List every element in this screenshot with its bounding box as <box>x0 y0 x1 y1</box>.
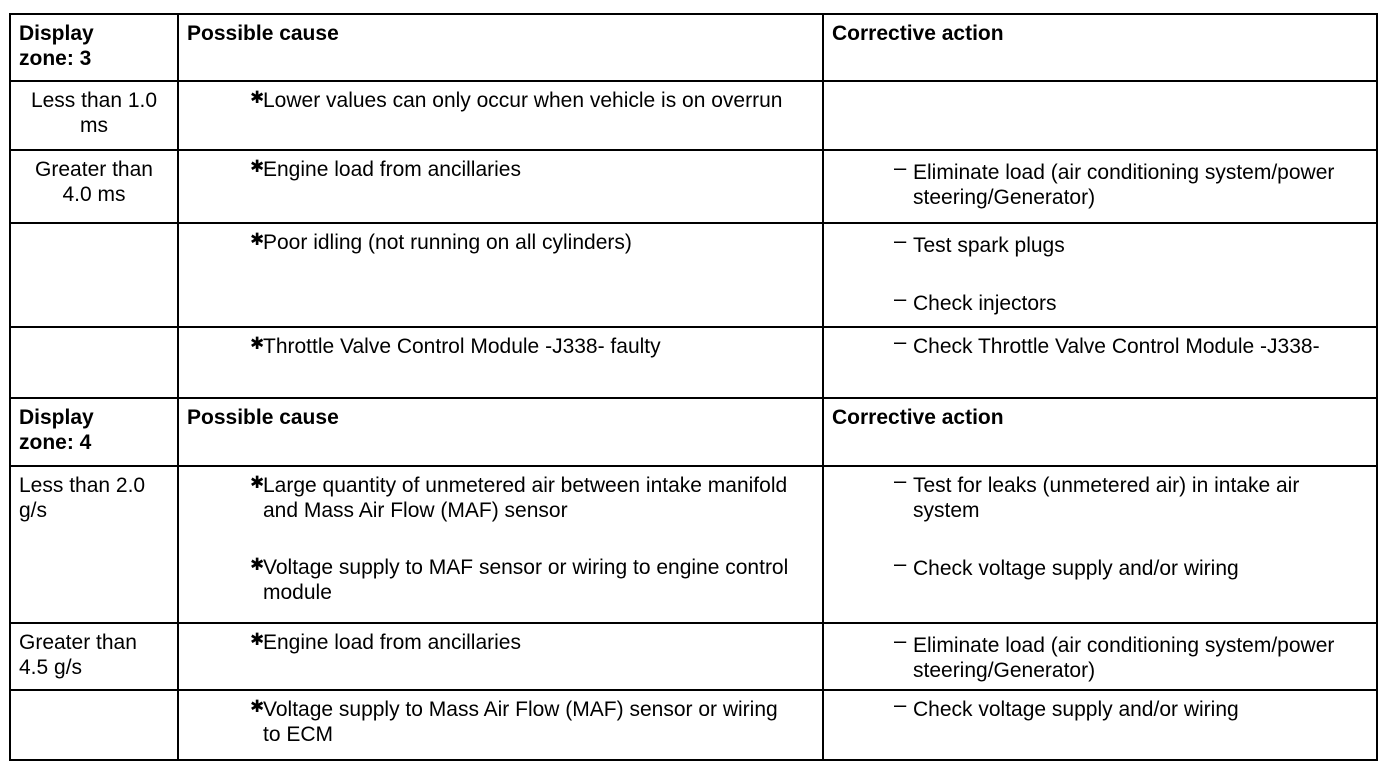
action-text: Eliminate load (air conditioning system/power steering/Generator) <box>913 634 1335 682</box>
cause-cell <box>178 623 823 690</box>
zone-value: Greater than 4.0 ms <box>10 150 178 223</box>
table-row <box>10 327 1377 398</box>
action-text: Check voltage supply and/or wiring <box>913 698 1239 721</box>
zone-header: Display zone: 4 <box>10 398 178 466</box>
cause-text: Voltage supply to Mass Air Flow (MAF) sensor or wiring to ECM <box>263 698 778 746</box>
asterisk-bullet-icon: ✱ <box>250 88 265 107</box>
action-cell <box>823 81 1377 150</box>
cause-text: Voltage supply to MAF sensor or wiring to engine control module <box>263 556 789 604</box>
cause-header: Possible cause <box>178 398 823 466</box>
dash-bullet-icon: – <box>894 286 907 311</box>
asterisk-bullet-icon: ✱ <box>250 473 265 492</box>
cause-cell <box>178 466 823 623</box>
asterisk-bullet-icon: ✱ <box>250 230 265 249</box>
table-row <box>10 223 1377 327</box>
action-text: Test for leaks (unmetered air) in intake air system <box>913 474 1300 522</box>
zone-value: Greater than 4.5 g/s <box>10 623 178 690</box>
action-text: Test spark plugs <box>913 234 1065 257</box>
table-row <box>10 150 1377 223</box>
cause-text: Poor idling (not running on all cylinders) <box>263 231 632 254</box>
action-cell <box>823 466 1377 623</box>
diagnostic-table <box>9 13 1378 761</box>
section-header-row <box>10 14 1377 81</box>
action-header: Corrective action <box>823 398 1377 466</box>
cause-text: Engine load from ancillaries <box>263 631 521 654</box>
action-cell <box>823 623 1377 690</box>
cause-text: Throttle Valve Control Module -J338- faulty <box>263 335 661 358</box>
zone-value <box>10 690 178 760</box>
cause-header: Possible cause <box>178 14 823 81</box>
cause-cell <box>178 81 823 150</box>
asterisk-bullet-icon: ✱ <box>250 334 265 353</box>
asterisk-bullet-icon: ✱ <box>250 157 265 176</box>
cause-text: Engine load from ancillaries <box>263 158 521 181</box>
table-row <box>10 81 1377 150</box>
cause-cell <box>178 223 823 327</box>
zone-value: Less than 1.0 ms <box>10 81 178 150</box>
table-row <box>10 690 1377 760</box>
dash-bullet-icon: – <box>894 155 907 180</box>
zone-value: Less than 2.0 g/s <box>10 466 178 623</box>
asterisk-bullet-icon: ✱ <box>250 555 265 574</box>
action-text: Check injectors <box>913 292 1057 315</box>
zone-value <box>10 223 178 327</box>
action-cell <box>823 150 1377 223</box>
zone-value <box>10 327 178 398</box>
asterisk-bullet-icon: ✱ <box>250 630 265 649</box>
zone-header: Display zone: 3 <box>10 14 178 81</box>
section-header-row <box>10 398 1377 466</box>
cause-text: Lower values can only occur when vehicle is on overrun <box>263 89 783 112</box>
action-cell <box>823 327 1377 398</box>
dash-bullet-icon: – <box>894 468 907 493</box>
cause-text: Large quantity of unmetered air between intake manifold and Mass Air Flow (MAF) sensor <box>263 474 788 522</box>
table-row <box>10 623 1377 690</box>
dash-bullet-icon: – <box>894 692 907 717</box>
dash-bullet-icon: – <box>894 329 907 354</box>
asterisk-bullet-icon: ✱ <box>250 697 265 716</box>
action-text: Check voltage supply and/or wiring <box>913 557 1239 580</box>
cause-cell <box>178 327 823 398</box>
dash-bullet-icon: – <box>894 628 907 653</box>
action-header: Corrective action <box>823 14 1377 81</box>
action-cell <box>823 690 1377 760</box>
cause-cell <box>178 150 823 223</box>
action-cell <box>823 223 1377 327</box>
action-text: Eliminate load (air conditioning system/power steering/Generator) <box>913 161 1335 209</box>
dash-bullet-icon: – <box>894 551 907 576</box>
cause-cell <box>178 690 823 760</box>
table-row <box>10 466 1377 623</box>
dash-bullet-icon: – <box>894 228 907 253</box>
action-text: Check Throttle Valve Control Module -J338- <box>913 335 1320 358</box>
